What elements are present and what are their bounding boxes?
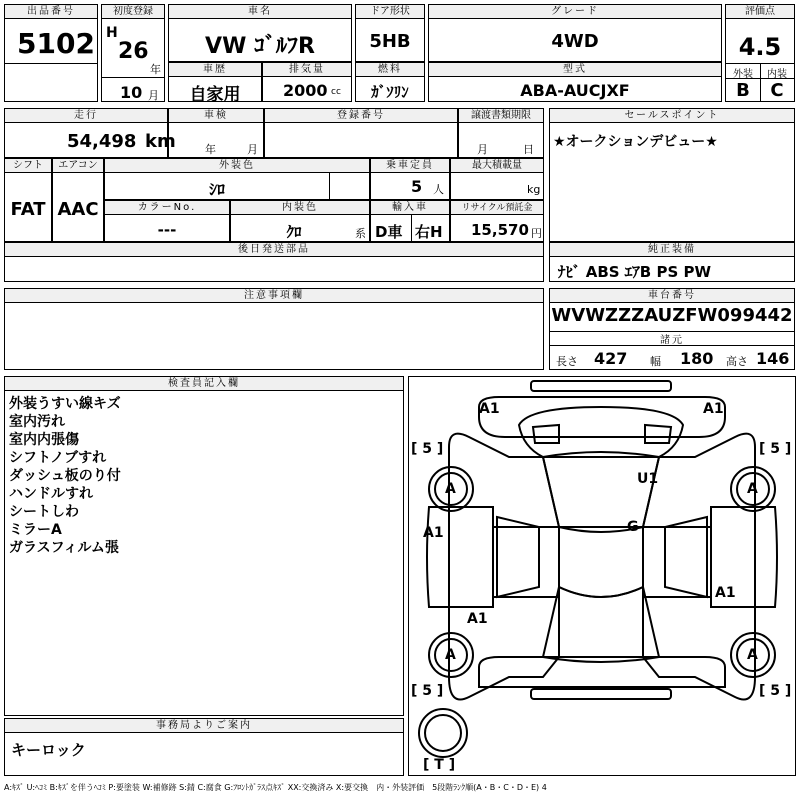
fuel-box [355,62,425,102]
sales-point-box [549,108,795,242]
recycle-label: リサイクル預託金 [451,201,543,215]
mark-front-left: A1 [479,401,500,417]
inspection-year-unit: 年 [205,143,216,156]
int-color-value: ｸﾛ [286,223,302,241]
mark-fr-fender: A [747,481,758,497]
doors-value: 5HB [369,31,411,52]
car-name-label: 車名 [169,5,351,19]
mark-tire-rr: [ 5 ] [759,683,792,699]
recycle-box [450,200,544,242]
mark-fl-fender: A [445,481,456,497]
chassis-value: WVWZZZAUZFW099442 [551,305,793,326]
length-label: 長さ [556,355,578,368]
aircon-value: AAC [57,199,99,220]
width-label: 幅 [650,355,661,368]
notes-label: 注意事項欄 [5,289,543,303]
history-label: 車歴 [169,63,261,77]
reg-no-box [264,108,458,158]
car-outline-svg [409,377,795,775]
capacity-value: 5 [411,177,423,196]
displacement-unit: cc [331,87,341,97]
inspection-month-unit: 月 [247,143,258,156]
inspector-label: 検査員記入欄 [5,377,403,391]
max-load-unit: kg [527,183,541,196]
fuel-value: ｶﾞｿﾘﾝ [371,83,409,101]
sales-point-text: ★オークションデビュー★ [553,134,718,150]
equipment-label: 純正装備 [550,243,794,257]
color-no-value: --- [157,221,177,239]
car-name-box [168,4,352,62]
shift-value: FAT [10,199,46,220]
transfer-day-unit: 日 [523,143,534,156]
score-box [725,4,795,102]
doors-label: ドア形状 [356,5,424,19]
import-dealer: D車 [375,223,403,241]
grade-box [428,4,722,62]
mark-tire-fr: [ 5 ] [759,441,792,457]
mark-spare: [ T ] [423,757,456,773]
later-parts-label: 後日発送部品 [5,243,543,257]
damage-diagram [408,376,796,776]
inspector-line: シフトノブすれ [9,450,107,466]
office-label: 事務局よりご案内 [5,719,403,733]
equipment-text: ﾅﾋﾞ ABS ｴｱB PS PW [558,263,712,281]
ext-color-box [104,158,370,200]
legend-text: A:ｷｽﾞ U:ﾍｺﾐ B:ｷｽﾞを伴うﾍｺﾐ P:要塗装 W:補修跡 S:錆 C:腐食 G:ﾌﾛﾝﾄｶﾞﾗｽ点ｷｽﾞ XX:交換済み X:要交換 内・外装評価 5段階ﾗﾝｸ順(A・B・C・D・E) 4 [4,783,547,792]
inspector-lines [9,395,121,557]
lot-box [4,4,98,102]
exterior-label: 外装 [733,69,753,80]
ext-color-value: ｼﾛ [208,180,225,199]
equipment-box [549,242,795,282]
era: H [106,25,118,41]
mileage-value: 54,498 [67,131,137,152]
ext-color-label: 外装色 [105,159,369,173]
mark-tire-rl: [ 5 ] [411,683,444,699]
capacity-box [370,158,450,200]
displacement-box [262,62,352,102]
inspection-label: 車検 [169,109,263,123]
mark-left-rear: A1 [467,611,488,627]
inspector-line: ガラスフィルム張 [9,540,119,556]
inspector-line: 外装うすい線キズ [9,396,121,412]
later-parts-box [4,242,544,282]
max-load-label: 最大積載量 [451,159,543,173]
int-color-label: 内装色 [231,201,369,215]
width-value: 180 [680,349,714,368]
aircon-box [52,158,104,242]
inspector-line: 室内内張傷 [9,432,79,448]
inspector-line: ダッシュ板のり付 [9,468,121,484]
first-reg-label: 初度登録 [102,5,164,19]
doors-box [355,4,425,62]
shift-label: シフト [5,159,51,173]
aircon-label: エアコン [53,159,103,173]
mark-glass: G [627,519,639,535]
inspector-line: ミラーA [9,522,62,538]
mark-left-door: A1 [423,525,444,541]
inspector-line: ハンドルすれ [9,486,93,502]
capacity-unit: 人 [433,183,444,196]
max-load-box [450,158,544,200]
mark-rl-fender: A [445,647,456,663]
color-no-box [104,200,230,242]
sales-point-label: セールスポイント [550,109,794,123]
interior-value: C [770,80,784,101]
int-color-unit: 系 [355,227,366,240]
length-value: 427 [594,349,628,368]
mark-right-rear: A1 [715,585,736,601]
height-value: 146 [756,349,790,368]
recycle-value: 15,570 [471,221,529,239]
lot-label: 出品番号 [5,5,97,19]
capacity-label: 乗車定員 [371,159,449,173]
transfer-box [458,108,544,158]
chassis-box [549,288,795,370]
model-value: ABA-AUCJXF [520,81,630,100]
recycle-unit: 円 [531,227,542,240]
history-value: 自家用 [189,85,241,105]
inspector-line: シートしわ [9,504,79,520]
notes-box [4,288,544,370]
year-unit: 年 [150,63,161,76]
year-value: 26 [118,39,149,64]
inspector-box [4,376,404,716]
inspector-line: 室内汚れ [9,414,65,430]
import-box [370,200,450,242]
office-text: キーロック [11,741,86,759]
int-color-box [230,200,370,242]
specs-label: 諸元 [660,335,684,346]
office-box [4,718,404,776]
month-value: 10 [120,83,143,102]
mark-rr-fender: A [747,647,758,663]
car-name-value: VW ｺﾞﾙﾌR [205,34,315,59]
import-label: 輸入車 [371,201,449,215]
mileage-label: 走行 [5,109,167,123]
grade-label: グレード [429,5,721,19]
height-label: 高さ [726,355,748,368]
fuel-label: 燃料 [356,63,424,77]
first-reg-box [101,4,165,102]
transfer-month-unit: 月 [477,143,488,156]
transfer-label: 譲渡書類期限 [459,109,543,123]
interior-label: 内装 [767,69,787,80]
model-box [428,62,722,102]
exterior-value: B [736,80,750,101]
model-label: 型式 [429,63,721,77]
mileage-box [4,108,176,158]
history-box [168,62,262,105]
inspection-box [168,108,264,158]
month-unit: 月 [148,89,159,102]
color-no-label: カラーNo. [105,201,229,215]
import-steer: 右H [415,223,443,241]
mark-front-right: A1 [703,401,724,417]
shift-box [4,158,52,242]
chassis-label: 車台番号 [550,289,794,303]
mark-roof: U1 [637,471,659,487]
mark-tire-fl: [ 5 ] [411,441,444,457]
mileage-unit: km [145,131,176,152]
score-value: 4.5 [738,33,782,61]
reg-no-label: 登録番号 [265,109,457,123]
lot-value: 5102 [17,27,95,60]
displacement-value: 2000 [283,81,328,100]
score-label: 評価点 [726,5,794,19]
grade-value: 4WD [551,31,599,52]
displacement-label: 排気量 [263,63,351,77]
